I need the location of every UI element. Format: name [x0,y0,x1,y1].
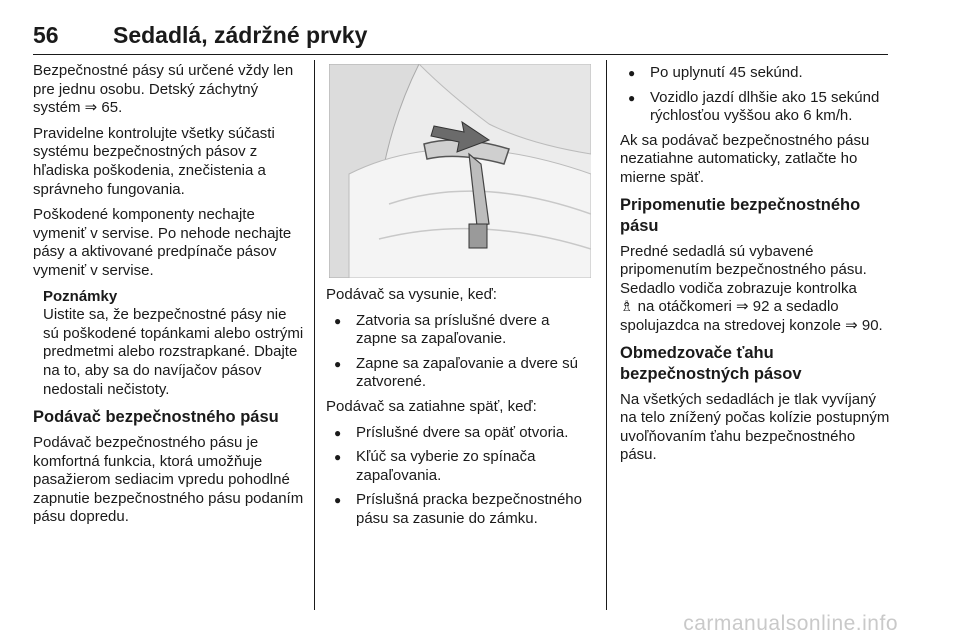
paragraph-belt-limiters: Na všetkých sedadlách je tlak vyvíjaný na telo znížený počas kolízie postupným uvoľňovaním ťahu bezpečnostného pásu. [620,390,890,464]
list-item: ● Po uplynutí 45 sekúnd. [620,64,895,83]
page-number: 56 [33,22,59,48]
paragraph-belt-reminder [620,243,895,336]
column-divider-left [314,60,315,610]
note-text: Uistite sa, že bezpečnostné pásy nie sú poškodené topánkami alebo ostrými predmetmi alebo rozstrapkané. Dbajte na to, aby sa do navíjačov pásov nedostali nečistoty. [43,306,304,398]
paragraph-belt-replace: Poškodené komponenty nechajte vymeniť v servise. Po nehode nechajte pásy a aktivované predpínače pásov vymeniť v servise. [33,206,292,279]
feeder-retract-list-continued [620,64,895,126]
note-title: Poznámky [43,287,118,305]
feeder-extend-intro: Podávač sa vysunie, keď: [326,286,497,303]
feeder-extend-list [326,312,594,392]
list-item: ● Príslušná pracka bezpečnostného pásu sa zasunie do zámku. [326,491,594,528]
page-title: Sedadlá, zádržné prvky [113,22,368,48]
list-item: ● Zatvoria sa príslušné dvere a zapne sa zapaľovanie. [326,312,594,349]
paragraph-belt-usage: Bezpečnostné pásy sú určené vždy len pre jednu osobu. Detský záchytný systém ⇒ 65. [33,62,294,117]
reminder-text: Predné sedadlá sú vybavené pripomenutím bezpečnostného pásu. Sedadlo vodiča zobrazuje kontrolka [620,242,867,297]
paragraph-belt-check: Pravidelne kontrolujte všetky súčasti systému bezpečnostných pásov z hľadiska poškodenia, znečistenia a správneho fungovania. [33,124,275,198]
reminder-text-rest: na otáčkomeri ⇒ 92 a sedadlo spolujazdca na stredovej konzole ⇒ 90. [620,298,883,334]
list-item: ● Zapne sa zapaľovanie a dvere sú zatvorené. [326,355,594,392]
list-item: ● Vozidlo jazdí dlhšie ako 15 sekúnd rýchlosťou vyššou ako 6 km/h. [620,89,895,126]
section-heading-belt-feeder: Podávač bezpečnostného pásu [33,408,279,427]
section-heading-belt-limiters: Obmedzovače ťahu bezpečnostných pásov [620,343,802,383]
page-header [33,22,888,55]
paragraph-belt-feeder: Podávač bezpečnostného pásu je komfortná funkcia, ktorá umožňuje pasažierom sediacim vpredu pohodlné zapnutie bezpečnostného pásu podaním pásu dopredu. [33,434,304,526]
list-item: ● Kľúč sa vyberie zo spínača zapaľovania. [326,448,594,485]
watermark: carmanualsonline.info [683,612,898,635]
paragraph-feeder-manual: Ak sa podávač bezpečnostného pásu nezatiahne automaticky, zatlačte ho mierne späť. [620,131,870,186]
seatbelt-reminder-icon: ♗ [620,298,634,316]
seatbelt-illustration-svg [329,64,591,278]
column-right [620,64,895,472]
list-item: ● Príslušné dvere sa opäť otvoria. [326,424,594,443]
column-middle [326,286,594,535]
feeder-retract-intro: Podávač sa zatiahne späť, keď: [326,397,537,415]
column-left [33,62,305,534]
column-divider-right [606,60,607,610]
section-heading-belt-reminder: Pripomenutie bezpečnostného pásu [620,195,861,235]
feeder-retract-list [326,424,594,529]
seatbelt-feeder-illustration [329,64,591,278]
